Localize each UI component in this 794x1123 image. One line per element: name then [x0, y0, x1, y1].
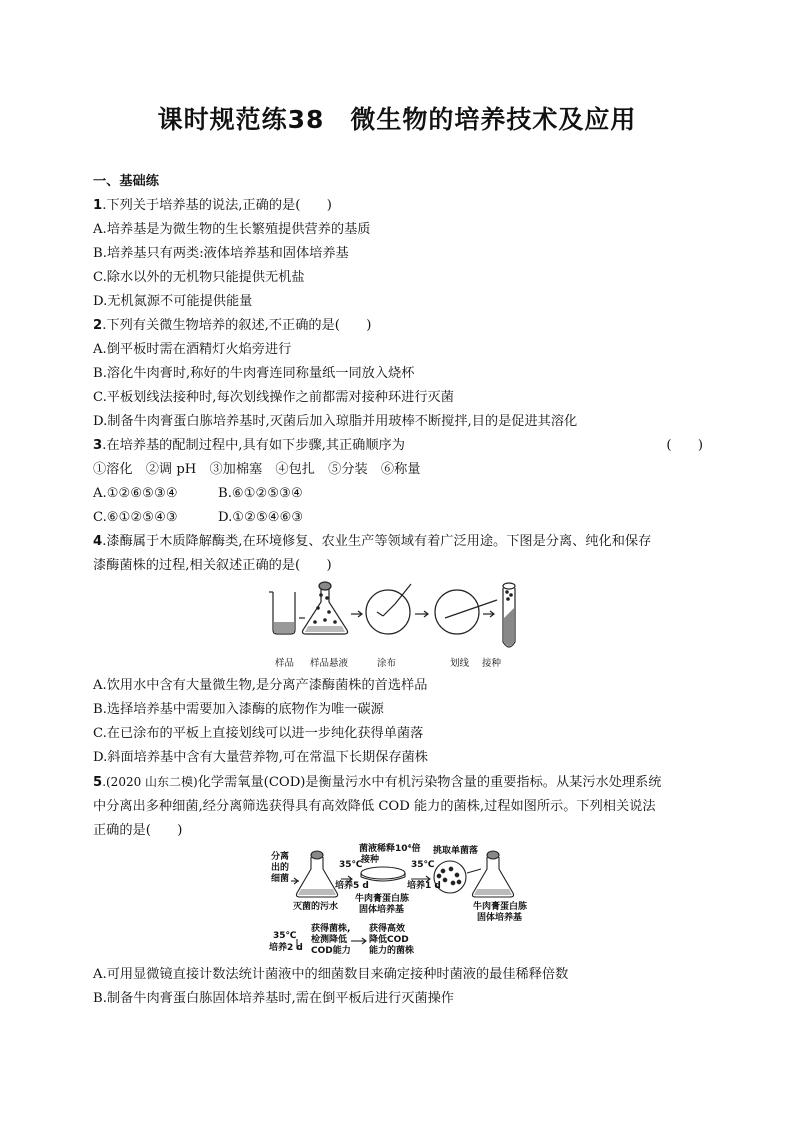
fig5-label: 获得菌株, [311, 924, 351, 934]
fig5-label: 细菌 [271, 874, 290, 884]
fig5-label: 接种 [361, 855, 380, 865]
option-row-3cd [93, 506, 703, 530]
fig5-label: 培养5 d [335, 881, 369, 891]
fig5-label: 牛肉膏蛋白胨 [473, 902, 528, 912]
fig5-label: 培养1 d [407, 881, 441, 891]
fig5-label: 牛肉膏蛋白胨 [355, 894, 410, 904]
question-5-stem-cont: 中分离出多种细菌,经分离筛选获得具有高效降低 COD 能力的菌株,过程如图所示。下列相关说法 [93, 799, 656, 814]
answer-bracket: ( ) [666, 438, 703, 453]
question-4-stem [93, 530, 703, 554]
option-3d: D.①②⑤④⑥③ [218, 510, 304, 525]
question-3-stem [93, 434, 703, 458]
question-5-stem [93, 770, 703, 795]
fig4-label: 样品悬液 [310, 658, 349, 669]
option-4a: A.饮用水中含有大量微生物,是分离产漆酶菌株的首选样品 [93, 678, 428, 693]
fig4-label: 样品 [275, 658, 295, 669]
question-source: .(2020 山东二模) [102, 775, 198, 789]
fig4-label: 涂布 [377, 658, 397, 669]
question-1-stem [93, 194, 703, 218]
fig5-label: 固体培养基 [359, 905, 405, 915]
option-4c: C.在已涂布的平板上直接划线可以进一步纯化获得单菌落 [93, 726, 424, 741]
option-5a: A.可用显微镜直接计数法统计菌液中的细菌数目来确定接种时菌液的最佳稀释倍数 [93, 967, 569, 982]
fig5-label: 分离 [271, 852, 290, 862]
fig5-label: 降低COD [369, 935, 409, 945]
question-5-stem-cont2: 正确的是( ) [93, 823, 183, 838]
fig5-label: 能力的菌株 [369, 946, 415, 956]
fig5-label: 菌液稀释10⁴倍 [359, 844, 421, 854]
question-text: .在培养基的配制过程中,具有如下步骤,其正确顺序为 [102, 438, 405, 453]
fig5-label: 培养2 d [269, 943, 303, 953]
option-2c: C.平板划线法接种时,每次划线操作之前都需对接种环进行灭菌 [93, 390, 454, 405]
question-text: .漆酶属于木质降解酶类,在环境修复、农业生产等领域有着广泛用途。下图是分离、纯化和保存 [102, 534, 652, 549]
question-number: 3 [93, 438, 103, 453]
figure-4-diagram [93, 578, 703, 674]
option-3b: B.⑥①②⑤③④ [218, 486, 303, 501]
option-1b: B.培养基只有两类:液体培养基和固体培养基 [93, 246, 349, 261]
fig4-label: 接种 [482, 658, 502, 669]
figure-5 [93, 843, 703, 963]
option-2b: B.溶化牛肉膏时,称好的牛肉膏连同称量纸一同放入烧杯 [93, 366, 415, 381]
fig5-label: 获得高效 [369, 924, 406, 934]
page-title: 课时规范练38 微生物的培养技术及应用 [157, 105, 637, 134]
fig5-label: 35℃ [339, 860, 363, 870]
fig5-label: 灭菌的污水 [293, 902, 339, 912]
section-heading: 一、基础练 [93, 174, 159, 189]
option-3c: C.⑥①②⑤④③ [93, 510, 178, 525]
question-text: .下列有关微生物培养的叙述,不正确的是( ) [102, 318, 372, 333]
option-1d: D.无机氮源不可能提供能量 [93, 294, 253, 309]
fig5-label: 35℃ [411, 860, 435, 870]
option-4b: B.选择培养基中需要加入漆酶的底物作为唯一碳源 [93, 702, 384, 717]
plate-icon [366, 590, 410, 634]
question-4-stem-cont: 漆酶菌株的过程,相关叙述正确的是( ) [93, 558, 332, 573]
fig5-label: 出的 [271, 863, 290, 873]
option-3a: A.①②⑥⑤③④ [93, 486, 178, 501]
fig4-label: 划线 [450, 658, 470, 669]
option-row-3ab [93, 482, 703, 506]
question-text: .下列关于培养基的说法,正确的是( ) [102, 198, 332, 213]
question-number: 4 [93, 534, 103, 549]
question-number: 1 [93, 198, 103, 213]
question-text: 化学需氧量(COD)是衡量污水中有机污染物含量的重要指标。从某污水处理系统 [197, 775, 662, 790]
option-1a: A.培养基是为微生物的生长繁殖提供营养的基质 [93, 222, 371, 237]
fig5-label: 检测降低 [311, 935, 348, 945]
figure-5-diagram [93, 843, 703, 963]
fig5-label: 固体培养基 [477, 913, 523, 923]
option-2d: D.制备牛肉膏蛋白胨培养基时,灭菌后加入琼脂并用玻棒不断搅拌,目的是促进其溶化 [93, 414, 578, 429]
question-3-steps: ①溶化 ②调 pH ③加棉塞 ④包扎 ⑤分装 ⑥称量 [93, 462, 421, 477]
option-4d: D.斜面培养基中含有大量营养物,可在常温下长期保存菌株 [93, 750, 428, 765]
fig5-label: 35℃ [273, 931, 297, 941]
figure-4 [93, 578, 703, 674]
option-1c: C.除水以外的无机物只能提供无机盐 [93, 270, 305, 285]
question-number: 5 [93, 775, 103, 790]
question-2-stem [93, 314, 703, 338]
option-5b: B.制备牛肉膏蛋白胨固体培养基时,需在倒平板后进行灭菌操作 [93, 991, 454, 1006]
plate-icon [435, 590, 479, 634]
fig5-label: COD能力 [311, 946, 351, 956]
question-number: 2 [93, 318, 103, 333]
option-2a: A.倒平板时需在酒精灯火焰旁进行 [93, 342, 292, 357]
fig5-label: 挑取单菌落 [433, 846, 479, 856]
content [93, 170, 703, 1011]
petri-dish-icon [361, 867, 405, 879]
